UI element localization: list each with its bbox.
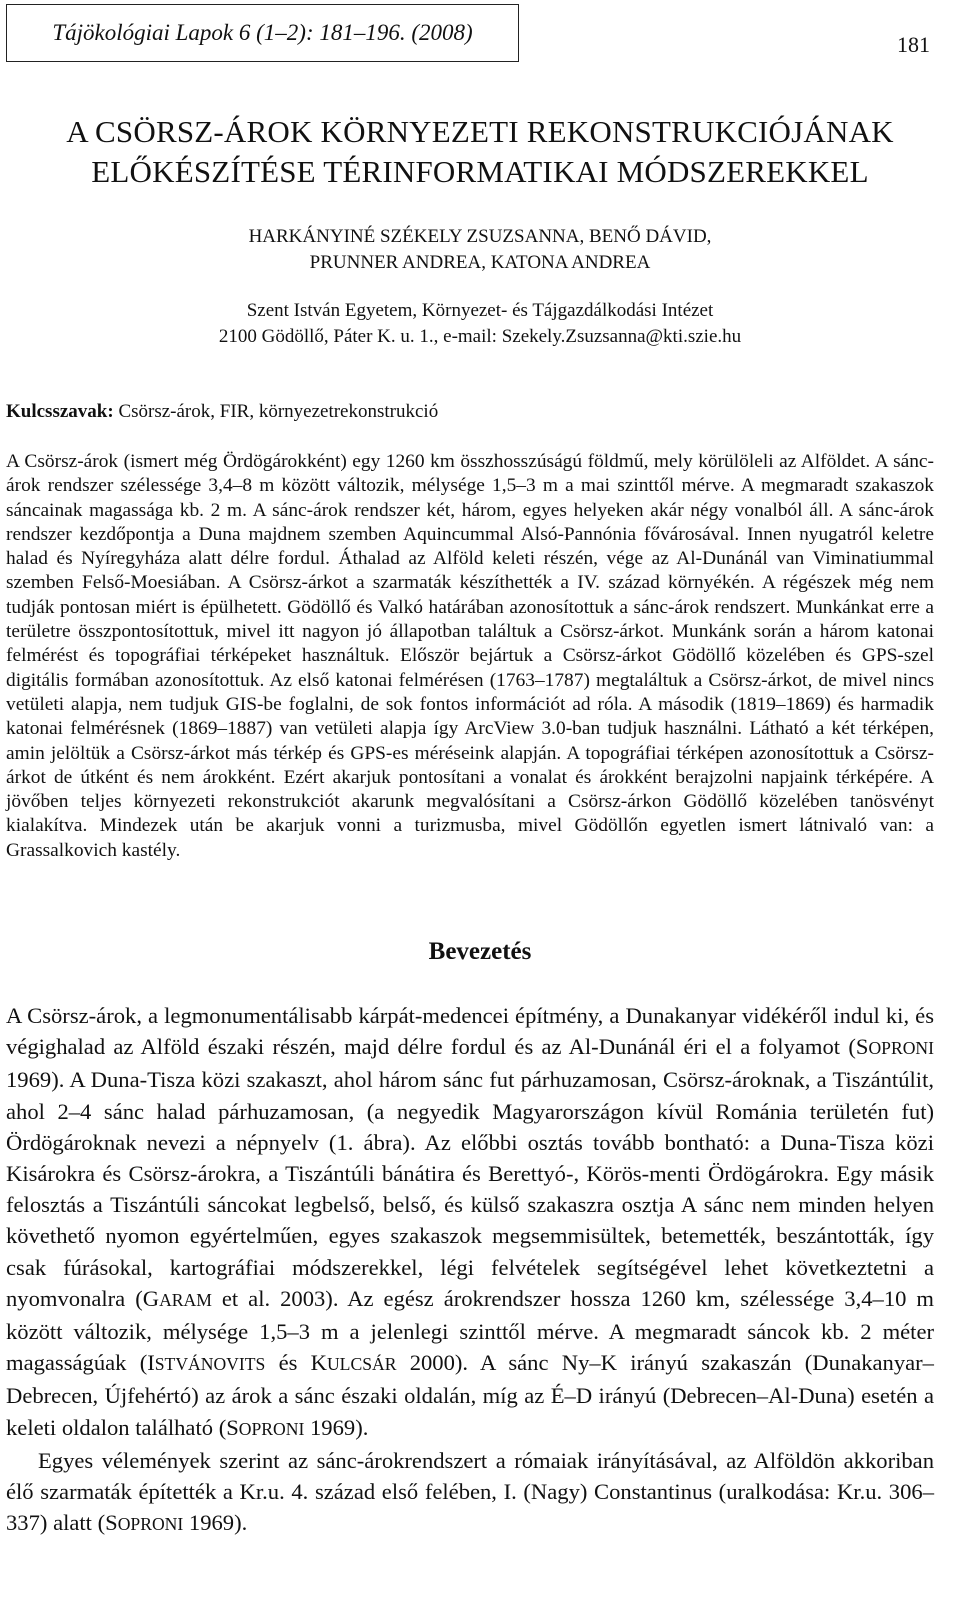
abstract-paragraph: A Csörsz-árok (ismert még Ördögárokként) egy 1260 km összhosszúságú földmű, mely körülöleli az Alföldet. A sánc-árok rendszer szélessége 3,4–8 m között változik, mélysége 1,5–3 m a mai szinttől mérve. A megmaradt szakaszok sáncainak magassága kb. 2 m. A sánc-árok rendszer két, három, egyes helyeken akár négy vonalból áll. A sánc-árok rendszer kezdőpontja a Duna majdnem szemben Aquincummal Alsó-Pannónia fővárosával. Innen nyugatról keletre halad és Nyíregyháza alatt délre fordul. Áthalad az Alföld keleti részén, vége az Al-Dunánál van Viminatiummal szemben Felső-Moesiában. A Csörsz-árkot a szarmaták készíthették a IV. század környékén. A régészek még nem tudják pontosan miért is épülhetett. Gödöllő és Valkó határában azonosítottuk a sánc-árok rendszert. Munkánkat erre a területre összpontosítottuk, mivel itt nagyon jó állapotban találtuk a Csörsz-árkot. Munkánk során a három katonai felmérést és topográfiai térképeket használtuk. Először bejártuk a Csörsz-árkot Gödöllő közelében és GPS-szel digitális formában azonosítottuk. Az első katonai felmérésen (1763–1787) megtaláltuk a Csörsz-árkot, de mivel nincs vetületi alapja, nem tudjuk GIS-be foglalni, de sok fontos információt ad róla. A második (1819–1869) és harmadik katonai felmérésnek (1869–1887) van vetületi alapja így ArcView 3.0-ban tudjuk használni. Látható a két térképen, amin jelöltük a Csörsz-árkot más térkép és GPS-es méréseink alapján. A topográfiai térképen azonosítottuk a Csörsz-árkot de útként és nem árokként. Ezért akarjuk pontosítani a vonalat és árokként berajzolni napjaink térképére. A jövőben teljes környezeti rekonstrukciót akarunk megvalósítani a Csörsz-árkon Gödöllő közelében tanösvényt kialakítva. Mindezek után be akarjuk vonni a turizmusba, mivel Gödöllőn egyetlen ismert látnivaló van: a Grassalkovich kastély. [6, 451, 934, 861]
citation-soproni-3-initial: S [105, 1510, 118, 1536]
citation-kulcsar-smallcaps: ULCSÁR [326, 1354, 397, 1375]
p2-text-2: 1969). [183, 1510, 248, 1536]
citation-soproni-initial: S [855, 1034, 869, 1060]
p1-text-3: et al. 2003). Az egész árokrendszer hossza 1260 km, szélessége 3,4–10 m között változik, mélysége 1,5–3 m a jelenlegi szinttől mérve. A megmaradt sáncok kb. 2 méter magasságúak ( [6, 1285, 934, 1376]
citation-soproni-2-smallcaps: OPRONI [238, 1418, 305, 1439]
author-list [0, 224, 960, 276]
affiliation [0, 298, 960, 350]
authors-line-2: PRUNNER ANDREA, KATONA ANDREA [309, 252, 651, 273]
citation-kulcsar-initial: K [310, 1350, 327, 1376]
body-paragraph-2 [6, 1445, 934, 1541]
p1-text-4: és [265, 1350, 311, 1376]
p1-text-2: 1969). A Duna-Tisza közi szakaszt, ahol három sánc fut párhuzamosan, Csörsz-ároknak, a Tiszántúlit, ahol 2–4 sánc halad párhuzamosan, (a negyedik Magyarországon kívül Románia területén fut) Ördögároknak nevezi a népnyelv (1. ábra). Az előbbi osztás tovább bontható: a Duna-Tisza közi Kisárokra és Csörsz-árokra, a Tiszántúli bánátira és Berettyó-, Körös-menti Ördögárokra. Egy másik felosztás a Tiszántúli sáncokat legbelső, belső, és külső szakaszra osztja A sánc nem minden helyen követhető nyomon egyértelműen, egyes szakaszok megsemmisültek, betemették, beszántották, így csak fúrásokal, kartográfiai módszerekkel, légi felvételek segítségével lehet következtetni a nyomvonalra ( [6, 1067, 934, 1311]
title-line-2: ELŐKÉSZÍTÉSE TÉRINFORMATIKAI MÓDSZEREKKEL [91, 154, 869, 189]
body-paragraph-1 [6, 1000, 934, 1445]
article-title [0, 112, 960, 192]
citation-garam-smallcaps: ARAM [159, 1289, 212, 1310]
keywords [6, 400, 438, 424]
title-line-1: A CSÖRSZ-ÁROK KÖRNYEZETI REKONSTRUKCIÓJÁNAK [66, 114, 894, 149]
citation-soproni-smallcaps: OPRONI [868, 1038, 934, 1059]
journal-header [6, 4, 519, 62]
section-heading-introduction: Bevezetés [428, 938, 532, 965]
p1-text-1: A Csörsz-árok, a legmonumentálisabb kárpát-medencei építmény, a Dunakanyar vidékéről indul ki, és végighalad az Alföld északi részén, majd délre fordul és az Al-Dunánál éri el a folyamot ( [6, 1003, 934, 1060]
journal-citation: Tájökológiai Lapok 6 (1–2): 181–196. (2008) [52, 20, 473, 45]
affiliation-institute: Szent István Egyetem, Környezet- és Tájgazdálkodási Intézet [246, 300, 714, 321]
body-text [6, 1000, 934, 1540]
citation-istvanovits-smallcaps: STVÁNOVITS [154, 1354, 266, 1375]
page-number: 181 [897, 32, 930, 57]
affiliation-address: 2100 Gödöllő, Páter K. u. 1., e-mail: Szekely.Zsuzsanna@kti.szie.hu [218, 326, 742, 347]
citation-soproni-2-initial: S [226, 1414, 239, 1440]
p1-text-5: 2000). A sánc Ny–K irányú szakaszán (Dunakanyar–Debrecen, Újfehértó) az árok a sánc északi oldalán, míg az É–D irányú (Debrecen–Al-Duna) esetén a keleti oldalon található ( [6, 1350, 934, 1440]
keywords-label: Kulcsszavak: [6, 401, 114, 422]
keywords-text: Csörsz-árok, FIR, környezetrekonstrukció [113, 401, 439, 422]
p2-text-1: Egyes vélemények szerint az sánc-árokrendszert a rómaiak irányításával, az Alföldön akkoriban élő szarmaták építették a Kr.u. 4. század első felében, I. (Nagy) Constantinus (uralkodása: Kr.u. 306–337) alatt ( [6, 1447, 934, 1536]
p1-text-6: 1969). [304, 1414, 369, 1440]
citation-soproni-3-smallcaps: OPRONI [117, 1514, 184, 1535]
authors-line-1: HARKÁNYINÉ SZÉKELY ZSUZSANNA, BENŐ DÁVID, [248, 226, 712, 247]
citation-istvanovits-initial: I [147, 1350, 155, 1376]
citation-garam-initial: G [142, 1285, 160, 1311]
